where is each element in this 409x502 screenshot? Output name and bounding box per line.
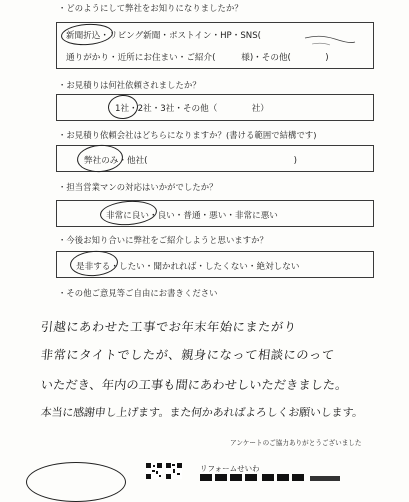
answer-options-4: 非常に良い・良い・普通・悪い・非常に悪い xyxy=(106,211,278,221)
answer-options-5: 是非する・したい・聞かれれば・したくない・絶対しない xyxy=(76,262,300,272)
handwritten-line-3: いただき、年内の工事も間にあわせしいただきました。 xyxy=(40,378,349,392)
qr-code-icon xyxy=(166,463,182,479)
question-5: ・今後お知り合いに弊社をご紹介しようと思いますか？ xyxy=(58,235,268,245)
company-name-small: リフォームせいわ xyxy=(200,464,260,473)
question-4: ・担当営業マンの対応はいかがでしたか？ xyxy=(58,182,218,192)
question-2: ・お見積りは何社依頼されましたか？ xyxy=(58,80,201,90)
handwritten-line-4: 本当に感謝申し上げます。また何かあればよろしくお願いします。 xyxy=(40,406,364,419)
thanks-note: アンケートのご協力ありがとうございました xyxy=(230,439,362,447)
handwritten-line-2: 非常にタイトでしたが、親身になって相談にのって xyxy=(40,348,336,362)
question-3: ・お見積り依頼会社はどちらになりますか？(書ける範囲で結構です) xyxy=(58,130,317,140)
answer-options-2: 1社・2社・3社・その他（ 社） xyxy=(115,104,269,114)
answer-options-1b: 通りがかり・近所にお住まい・ご紹介( 様)・その他( ) xyxy=(66,53,329,63)
question-1: ・どのようにして弊社をお知りになりましたか？ xyxy=(58,3,243,13)
answer-options-3: 弊社のみ・他社( ) xyxy=(84,156,297,166)
footer-oval-stamp xyxy=(26,462,126,502)
question-6: ・その他ご意見等ご自由にお書きください xyxy=(58,288,218,298)
scribble-mark xyxy=(300,30,360,50)
qr-code-icon xyxy=(146,463,162,479)
handwritten-line-1: 引越にあわせた工事でお年末年始にまたがり xyxy=(40,320,298,334)
answer-options-1a: 新聞折込・リビング新聞・ポストイン・HP・SNS( xyxy=(66,31,262,41)
